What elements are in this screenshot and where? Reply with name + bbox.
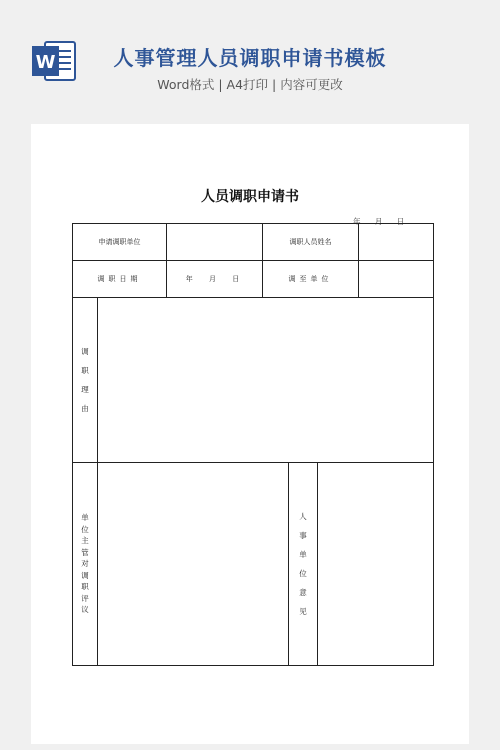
- form-row-opinions: [73, 463, 433, 665]
- header: [0, 0, 500, 118]
- field-hr-opinion[interactable]: [318, 463, 433, 665]
- document-page: [31, 124, 469, 744]
- reason-label-text: 调 职 理 由: [81, 347, 89, 413]
- form-row-unit: [73, 224, 433, 261]
- label-hr-opinion: [289, 463, 318, 665]
- label-transfer-date: 调职日期: [73, 261, 167, 297]
- field-supervisor-review[interactable]: [98, 463, 289, 665]
- date-line: 年 月 日: [353, 217, 405, 226]
- supervisor-label-text: 单 位 主 管 对 调 职 评 议: [81, 513, 89, 615]
- field-transfer-name[interactable]: [359, 224, 433, 260]
- form-row-date: [73, 261, 433, 298]
- field-transfer-reason[interactable]: [98, 298, 433, 462]
- field-transfer-date[interactable]: 年 月 日: [167, 261, 263, 297]
- form-row-reason: [73, 298, 433, 463]
- application-form: [72, 223, 434, 666]
- hr-label-text: 人 事 单 位 意 见: [299, 512, 307, 616]
- logo-letter: W: [35, 52, 56, 73]
- label-destination-unit: 调至单位: [263, 261, 359, 297]
- page-subtitle: Word格式 | A4打印 | 内容可更改: [157, 77, 343, 92]
- page-title: 人事管理人员调职申请书模板: [113, 46, 387, 70]
- label-transfer-reason: [73, 298, 98, 462]
- label-transfer-name: 调职人员姓名: [263, 224, 359, 260]
- field-applicant-unit[interactable]: [167, 224, 263, 260]
- field-destination-unit[interactable]: [359, 261, 433, 297]
- document-title: 人员调职申请书: [201, 189, 299, 205]
- label-supervisor-review: [73, 463, 98, 665]
- label-applicant-unit: 申请调职单位: [73, 224, 167, 260]
